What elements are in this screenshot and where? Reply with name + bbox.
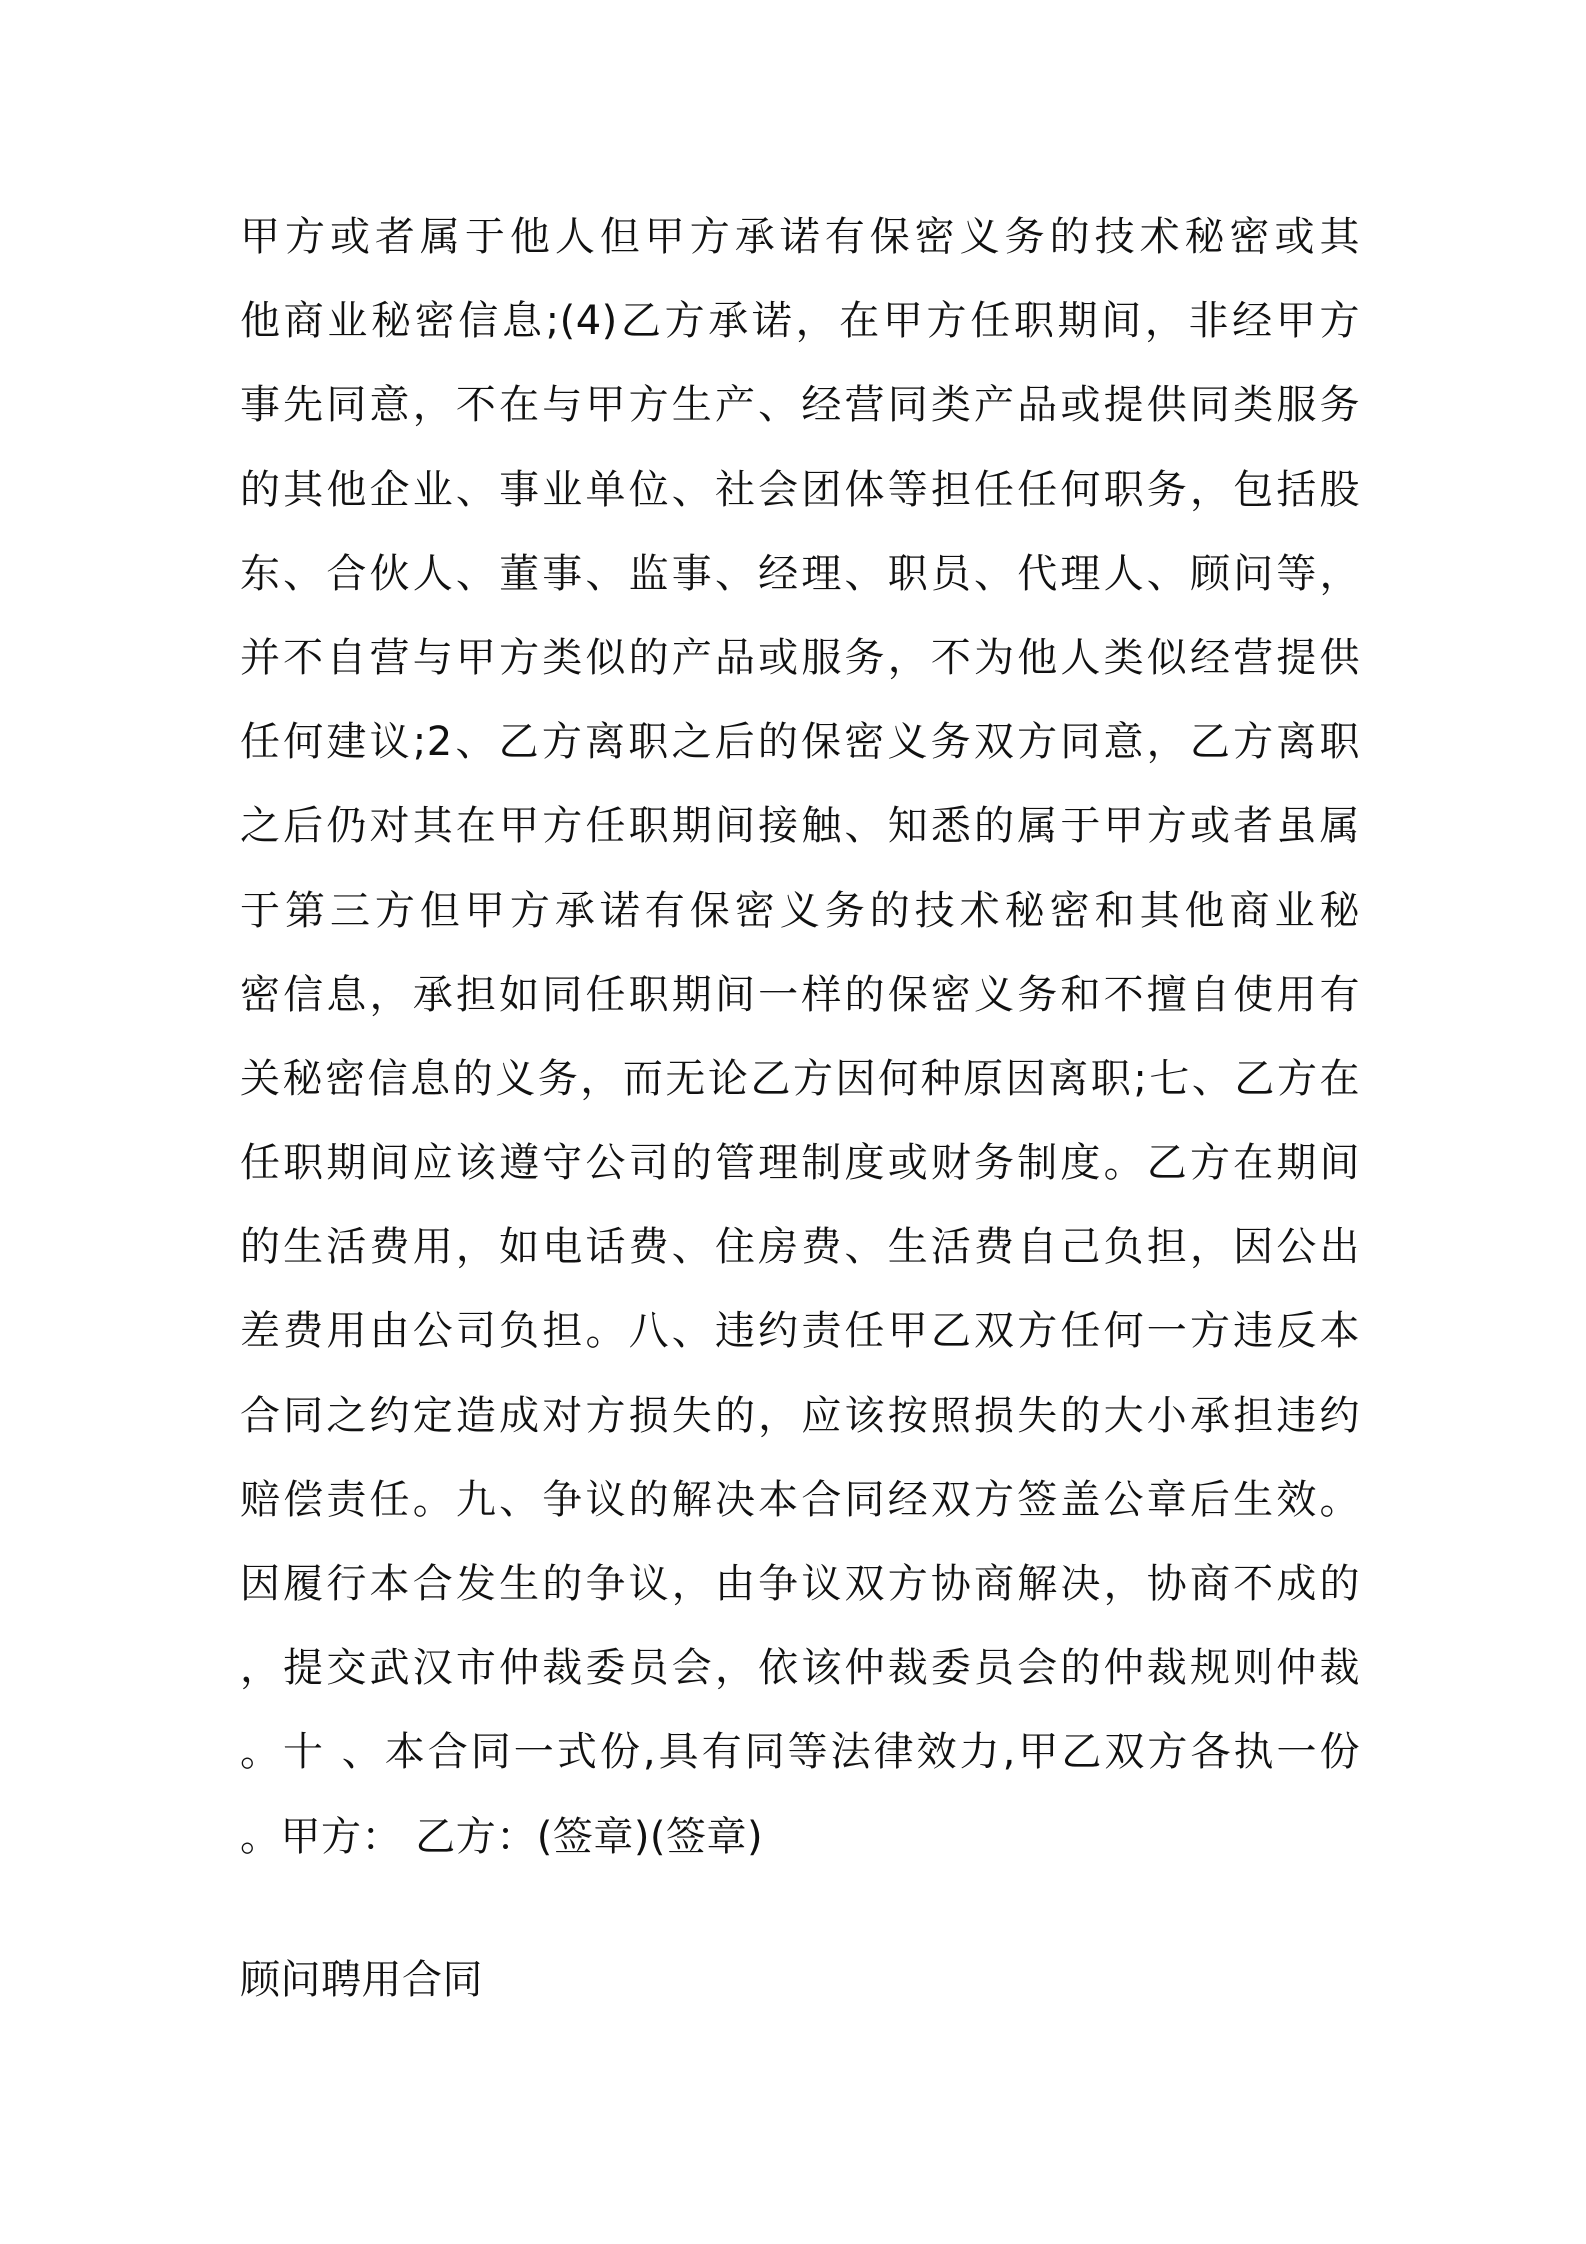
- text-line: 之后仍对其在甲方任职期间接触、知悉的属于甲方或者虽属: [240, 803, 1360, 850]
- text-line: 的其他企业、事业单位、社会团体等担任任何职务，包括股: [240, 466, 1360, 513]
- text-line: 密信息，承担如同任职期间一样的保密义务和不擅自使用有: [240, 971, 1360, 1018]
- text-line: 甲方或者属于他人但甲方承诺有保密义务的技术秘密或其: [240, 214, 1360, 260]
- text-line: 任职期间应该遵守公司的管理制度或财务制度。乙方在期间: [240, 1140, 1360, 1187]
- text-line: 东、合伙人、董事、监事、经理、职员、代理人、顾问等，: [240, 550, 1360, 597]
- text-line: 于第三方但甲方承诺有保密义务的技术秘密和其他商业秘: [240, 887, 1360, 934]
- text-line: 事先同意，不在与甲方生产、经营同类产品或提供同类服务: [240, 382, 1360, 429]
- text-line: 差费用由公司负担。八、违约责任甲乙双方任何一方违反本: [240, 1308, 1360, 1355]
- text-line: 。十 、本合同一式份,具有同等法律效力,甲乙双方各执一份: [240, 1729, 1360, 1776]
- text-line: 他商业秘密信息;(4)乙方承诺，在甲方任职期间，非经甲方: [240, 298, 1360, 345]
- text-line: 关秘密信息的义务，而无论乙方因何种原因离职;七、乙方在: [240, 1055, 1360, 1102]
- text-line: 因履行本合发生的争议，由争议双方协商解决，协商不成的: [240, 1561, 1360, 1607]
- contract-body-text: [240, 195, 1360, 1879]
- text-line: 并不自营与甲方类似的产品或服务，不为他人类似经营提供: [240, 634, 1360, 681]
- text-line: 任何建议;2、乙方离职之后的保密义务双方同意，乙方离职: [240, 719, 1360, 766]
- signature-line: 。甲方： 乙方：(签章)(签章): [240, 1813, 764, 1860]
- text-line: ，提交武汉市仲裁委员会，依该仲裁委员会的仲裁规则仲裁: [240, 1645, 1360, 1692]
- text-line: 的生活费用，如电话费、住房费、生活费自己负担，因公出: [240, 1224, 1360, 1271]
- section-heading: 顾问聘用合同: [240, 1957, 483, 2003]
- text-line: 赔偿责任。九、争议的解决本合同经双方签盖公章后生效。: [240, 1476, 1360, 1523]
- text-line: 合同之约定造成对方损失的，应该按照损失的大小承担违约: [240, 1392, 1360, 1439]
